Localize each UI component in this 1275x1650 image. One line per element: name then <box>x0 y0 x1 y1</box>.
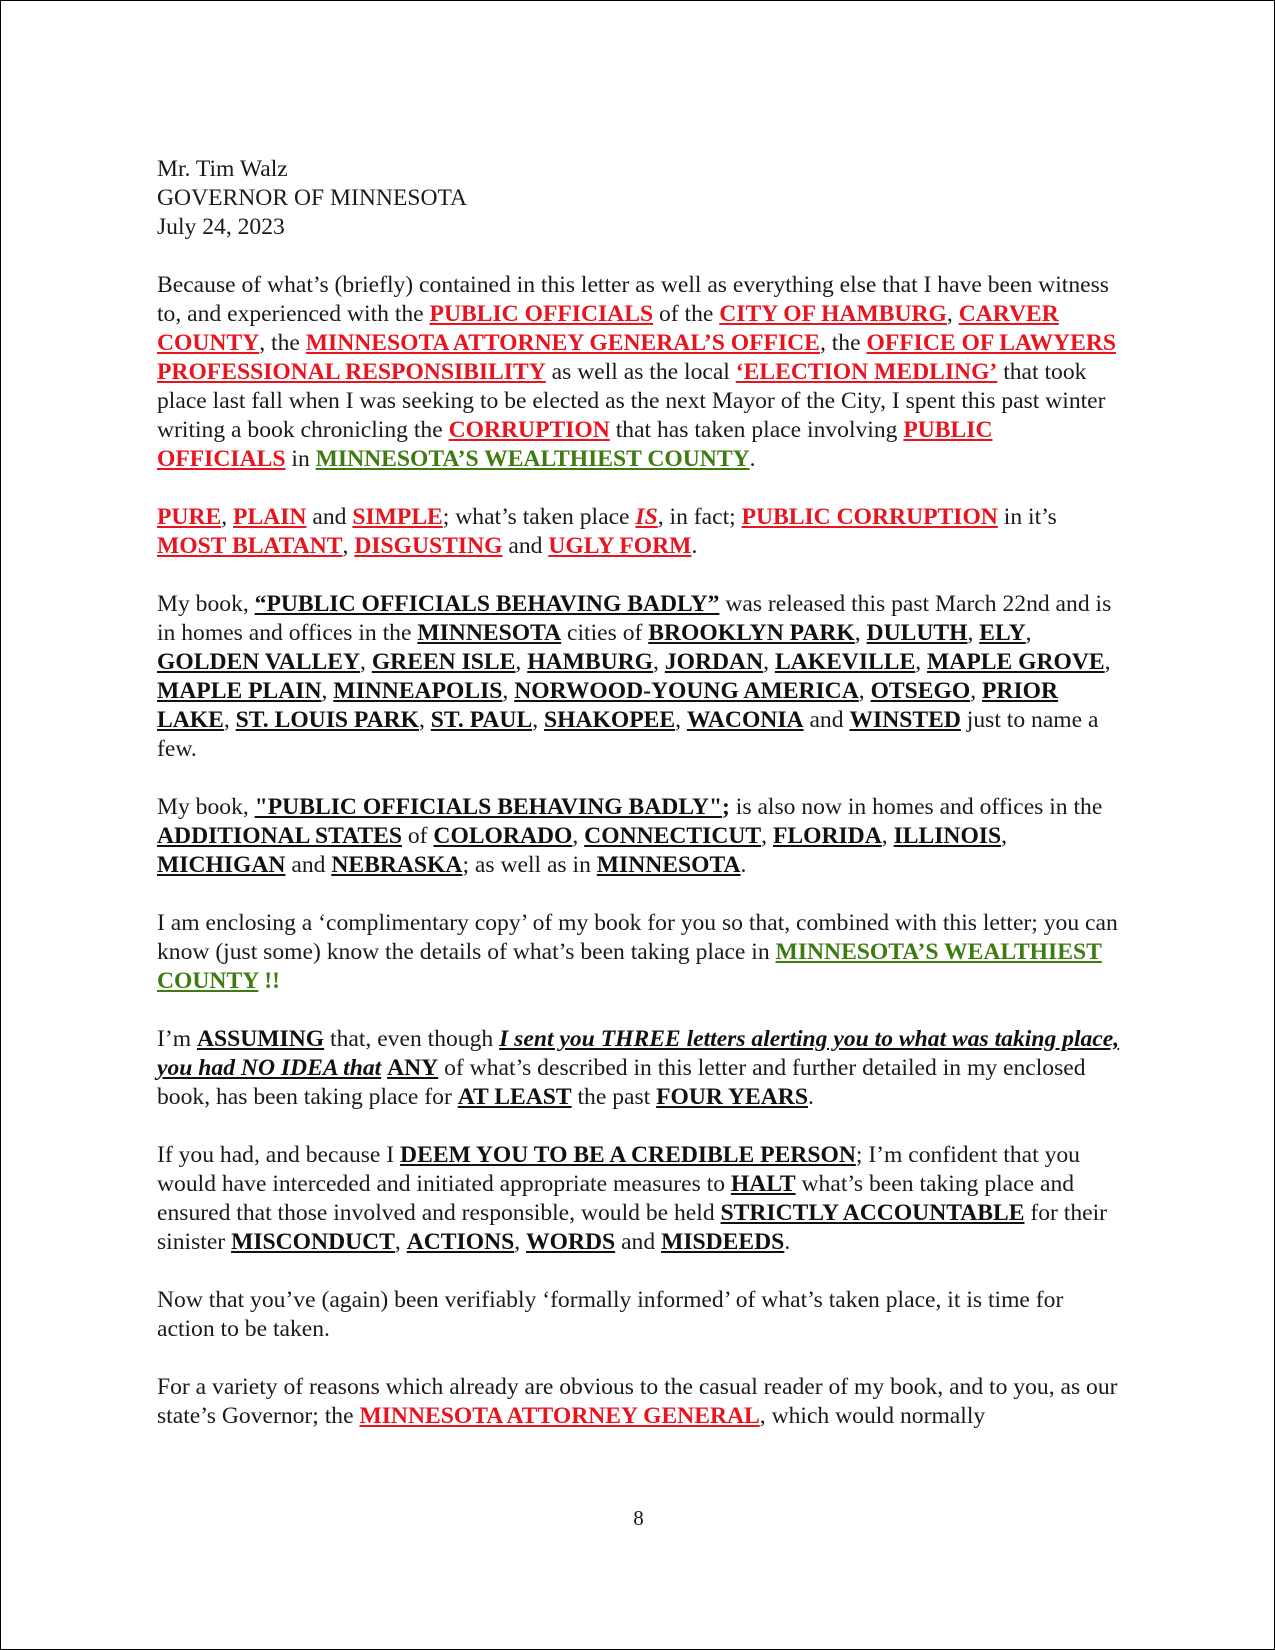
paragraph-text: , <box>946 301 959 327</box>
emphasized-text: ASSUMING <box>196 1026 325 1052</box>
page-number: 8 <box>633 1506 644 1530</box>
emphasized-text: DISGUSTING <box>354 533 503 559</box>
emphasized-text: FOUR YEARS <box>656 1084 808 1110</box>
paragraph-text: ; I’m confident that you would have interceded and initiated appropriate measures to <box>157 1142 1080 1197</box>
emphasized-text: MINNESOTA ATTORNEY GENERAL’S OFFICE <box>305 330 820 356</box>
emphasized-text: BROOKLYN PARK <box>648 620 855 646</box>
paragraph-text: , <box>515 649 528 675</box>
paragraph-text: , <box>915 649 928 675</box>
emphasized-text: ‘ELECTION MEDLING’ <box>735 359 998 385</box>
emphasized-text: ; <box>722 794 730 820</box>
emphasized-text: CORRUPTION <box>448 417 610 443</box>
paragraph-text: of <box>401 823 434 849</box>
paragraph-text: in <box>285 446 316 472</box>
emphasized-text: WORDS <box>526 1229 616 1255</box>
emphasized-text: GREEN ISLE <box>371 649 516 675</box>
paragraph-text: , which would normally <box>759 1403 986 1429</box>
emphasized-text: CARVER COUNTY <box>157 301 1059 356</box>
paragraph-text: , <box>502 678 515 704</box>
paragraph-text: I’m <box>157 1026 197 1052</box>
paragraph-text: of the <box>653 301 720 327</box>
emphasized-text: STRICTLY ACCOUNTABLE <box>720 1200 1025 1226</box>
paragraph-text: , <box>1025 620 1032 646</box>
paragraph-text: just to name a few. <box>157 707 1099 762</box>
emphasized-text: NORWOOD-YOUNG AMERICA <box>514 678 859 704</box>
body-paragraph <box>157 1025 1122 1112</box>
paragraph-text: . <box>749 446 756 472</box>
body-paragraph <box>157 271 1122 474</box>
paragraph-text: was released this past March 22nd and is in homes and offices in the <box>157 591 1112 646</box>
paragraph-text: , <box>532 707 544 733</box>
paragraph-text: the past <box>571 1084 657 1110</box>
emphasized-text: MAPLE GROVE <box>927 649 1105 675</box>
emphasized-text: MAPLE PLAIN <box>157 678 322 704</box>
emphasized-text: PURE <box>157 504 222 530</box>
emphasized-text: MINNESOTA’S WEALTHIEST COUNTY <box>157 939 1102 994</box>
paragraph-text: , <box>514 1229 527 1255</box>
emphasized-text: I sent you THREE letters alerting you to what was taking place, you had NO IDEA that <box>157 1026 1120 1081</box>
paragraph-text: Because of what’s (briefly) contained in this letter as well as everything else that I have been witness to, and experienced with the <box>157 272 1109 327</box>
body-paragraph <box>157 793 1122 880</box>
paragraph-text: and <box>502 533 549 559</box>
emphasized-text: ANY <box>387 1055 439 1081</box>
emphasized-text: MISDEEDS <box>661 1229 785 1255</box>
emphasized-text: MINNEAPOLIS <box>333 678 503 704</box>
paragraph-text: that, even though <box>324 1026 500 1052</box>
recipient-title: GOVERNOR OF MINNESOTA <box>157 185 468 211</box>
paragraph-text: and <box>306 504 353 530</box>
emphasized-text: PLAIN <box>233 504 307 530</box>
emphasized-text: ILLINOIS <box>893 823 1002 849</box>
paragraph-text: ; what’s taken place <box>442 504 636 530</box>
emphasized-text: WINSTED <box>849 707 961 733</box>
emphasized-text: SHAKOPEE <box>543 707 676 733</box>
paragraph-text: and <box>615 1229 662 1255</box>
emphasized-text: ACTIONS <box>406 1229 515 1255</box>
paragraph-text: that took place last fall when I was seeking to be elected as the next Mayor of the City, I spent this past winter writing a book chronicling the <box>157 359 1106 443</box>
letter-date: July 24, 2023 <box>157 214 285 240</box>
emphasized-text: COLORADO <box>433 823 573 849</box>
emphasized-text: JORDAN <box>664 649 764 675</box>
emphasized-text: MINNESOTA <box>596 852 741 878</box>
paragraph-text: . <box>691 533 698 559</box>
paragraph-text: and <box>285 852 332 878</box>
emphasized-text: “PUBLIC OFFICIALS BEHAVING BADLY” <box>254 591 720 617</box>
emphasized-text: OTSEGO <box>870 678 971 704</box>
paragraph-text: , the <box>259 330 306 356</box>
emphasized-text: !! <box>258 968 280 994</box>
paragraph-text: For a variety of reasons which already are obvious to the casual reader of my book, and to you, as our state’s Governor; the <box>157 1374 1118 1429</box>
emphasized-text: DEEM YOU TO BE A CREDIBLE PERSON <box>400 1142 856 1168</box>
emphasized-text: LAKEVILLE <box>774 649 916 675</box>
emphasized-text: PUBLIC OFFICIALS <box>157 417 993 472</box>
paragraph-text: cities of <box>561 620 649 646</box>
emphasized-text: MOST BLATANT <box>157 533 343 559</box>
emphasized-text: PUBLIC CORRUPTION <box>741 504 998 530</box>
emphasized-text: DULUTH <box>866 620 968 646</box>
emphasized-text: MISCONDUCT <box>231 1229 395 1255</box>
paragraph-text: , <box>881 823 894 849</box>
paragraph-text: , <box>675 707 687 733</box>
letter-paragraphs <box>157 271 1122 1431</box>
paragraph-text: , <box>761 823 773 849</box>
body-paragraph <box>157 1286 1122 1344</box>
paragraph-text: , the <box>819 330 867 356</box>
paragraph-text: , <box>221 504 234 530</box>
paragraph-text: , <box>970 678 983 704</box>
paragraph-text: My book, <box>157 794 255 820</box>
paragraph-text: , <box>858 678 871 704</box>
body-paragraph <box>157 1141 1122 1257</box>
paragraph-text: , <box>342 533 355 559</box>
paragraph-text: . <box>784 1229 791 1255</box>
body-paragraph <box>157 1373 1122 1431</box>
paragraph-text: , <box>572 823 585 849</box>
paragraph-text: , <box>763 649 775 675</box>
paragraph-text: My book, <box>157 591 255 617</box>
paragraph-text: , <box>394 1229 407 1255</box>
paragraph-text: Now that you’ve (again) been verifiably ‘formally informed’ of what’s taken place, it is time for action to be taken. <box>157 1287 1064 1342</box>
emphasized-text: "PUBLIC OFFICIALS BEHAVING BADLY" <box>254 794 723 820</box>
emphasized-text: AT LEAST <box>457 1084 572 1110</box>
paragraph-text: , in fact; <box>657 504 742 530</box>
body-paragraph <box>157 590 1122 764</box>
emphasized-text: MINNESOTA’S WEALTHIEST COUNTY <box>315 446 750 472</box>
emphasized-text: MICHIGAN <box>157 852 286 878</box>
emphasized-text: FLORIDA <box>772 823 882 849</box>
paragraph-text: , <box>360 649 372 675</box>
emphasized-text: HAMBURG <box>527 649 654 675</box>
paragraph-text: and <box>803 707 850 733</box>
paragraph-text: , <box>653 649 665 675</box>
paragraph-text: If you had, and because I <box>157 1142 401 1168</box>
emphasized-text: MINNESOTA ATTORNEY GENERAL <box>359 1403 760 1429</box>
paragraph-text: , <box>419 707 431 733</box>
body-paragraph <box>157 503 1122 561</box>
paragraph-text: that has taken place involving <box>609 417 904 443</box>
paragraph-text: . <box>807 1084 814 1110</box>
emphasized-text: PRIOR LAKE <box>157 678 1059 733</box>
paragraph-text: , <box>1001 823 1008 849</box>
emphasized-text: ADDITIONAL STATES <box>157 823 402 849</box>
emphasized-text: GOLDEN VALLEY <box>157 649 361 675</box>
body-paragraph <box>157 909 1122 996</box>
paragraph-text: what’s been taking place and ensured that those involved and responsible, would be held <box>157 1171 1075 1226</box>
paragraph-text: , <box>854 620 867 646</box>
emphasized-text: OFFICE OF LAWYERS PROFESSIONAL RESPONSIBILITY <box>157 330 1116 385</box>
letter-body <box>157 155 1122 1460</box>
emphasized-text: SIMPLE <box>352 504 443 530</box>
emphasized-text: ST. PAUL <box>430 707 533 733</box>
paragraph-text: , <box>321 678 334 704</box>
paragraph-text: , <box>223 707 236 733</box>
emphasized-text: CITY OF HAMBURG <box>719 301 947 327</box>
emphasized-text: CONNECTICUT <box>584 823 762 849</box>
emphasized-text: NEBRASKA <box>331 852 463 878</box>
emphasized-text: ELY <box>979 620 1026 646</box>
paragraph-text: as well as the local <box>545 359 736 385</box>
paragraph-text: is also now in homes and offices in the <box>729 794 1103 820</box>
paragraph-text: I am enclosing a ‘complimentary copy’ of my book for you so that, combined with this letter; you can know (just some) know the details of what’s been taking place in <box>157 910 1118 965</box>
emphasized-text: PUBLIC OFFICIALS <box>429 301 654 327</box>
emphasized-text: HALT <box>730 1171 796 1197</box>
emphasized-text: IS <box>635 504 658 530</box>
paragraph-text: of what’s described in this letter and further detailed in my enclosed book, has been taking place for <box>157 1055 1086 1110</box>
emphasized-text: UGLY FORM <box>548 533 692 559</box>
paragraph-text: , <box>967 620 980 646</box>
emphasized-text: MINNESOTA <box>417 620 562 646</box>
recipient-name: Mr. Tim Walz <box>157 156 288 182</box>
emphasized-text: WACONIA <box>686 707 804 733</box>
paragraph-text: . <box>740 852 747 878</box>
paragraph-text: , <box>1104 649 1111 675</box>
emphasized-text: ST. LOUIS PARK <box>235 707 419 733</box>
paragraph-text: for their sinister <box>157 1200 1108 1255</box>
paragraph-text: in it’s <box>997 504 1057 530</box>
paragraph-text: ; as well as in <box>462 852 597 878</box>
